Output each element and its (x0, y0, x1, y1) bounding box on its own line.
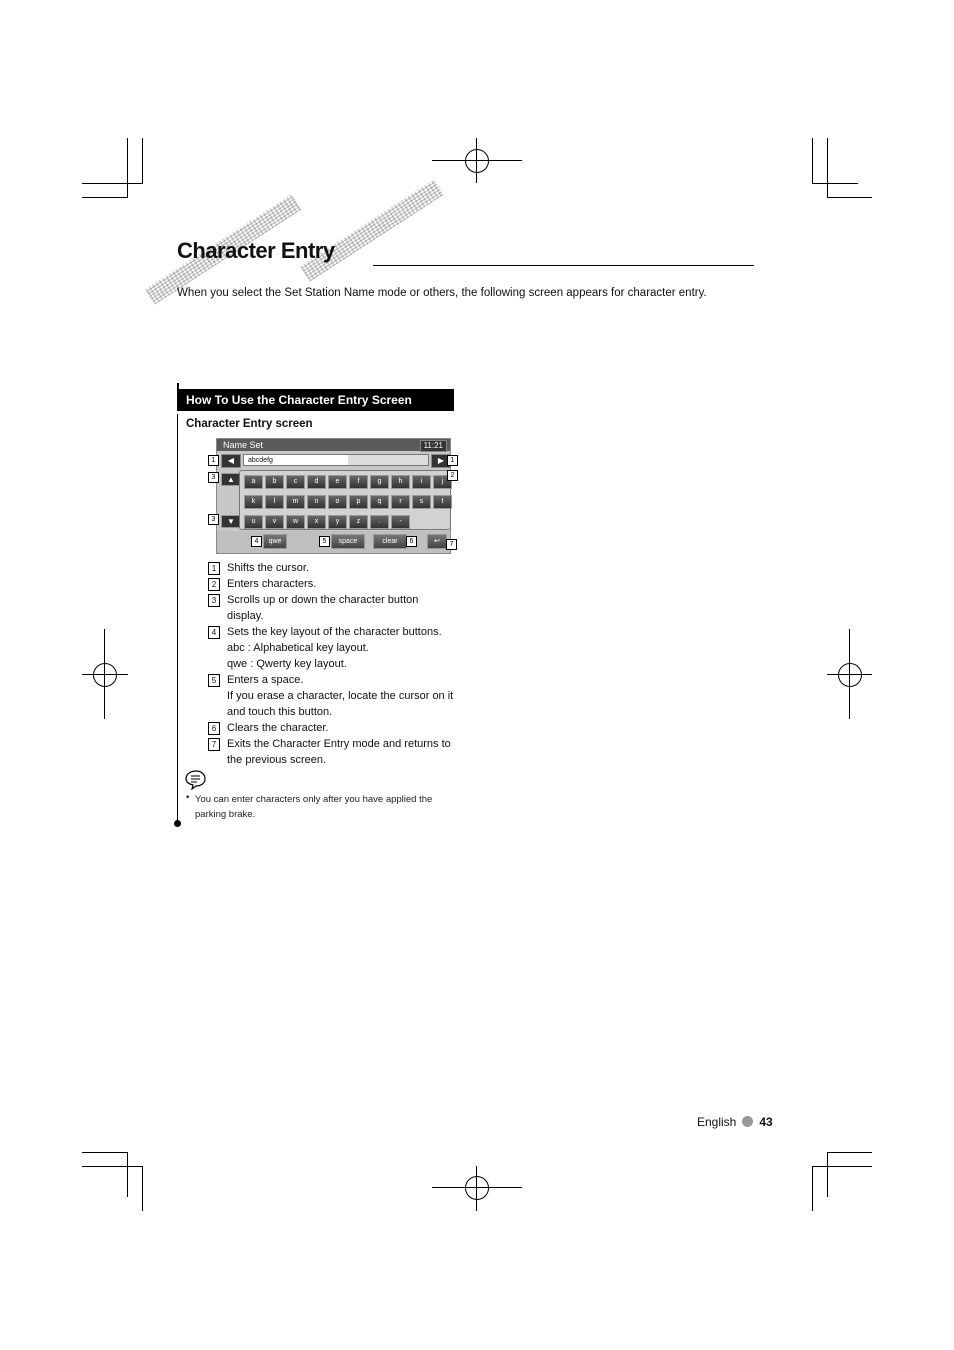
char-key[interactable]: n (307, 495, 326, 509)
clock: 11:21 (420, 440, 447, 452)
legend-subtext: abc : Alphabetical key layout. (227, 642, 369, 654)
crop-mark (812, 183, 858, 184)
legend-item (208, 560, 458, 576)
page-footer (697, 1115, 773, 1129)
registration-mark (93, 663, 117, 687)
char-key[interactable]: - (391, 515, 410, 529)
registration-line (432, 1187, 522, 1188)
scroll-up-button[interactable] (221, 473, 241, 486)
legend-number: 6 (208, 722, 220, 735)
section-heading: How To Use the Character Entry Screen (177, 389, 454, 411)
crop-mark (827, 197, 872, 198)
registration-line (104, 629, 105, 719)
char-key[interactable]: q (370, 495, 389, 509)
legend-item (208, 672, 458, 720)
registration-mark (838, 663, 862, 687)
char-key[interactable]: z (349, 515, 368, 529)
space-button[interactable]: space (331, 534, 365, 549)
crop-mark (827, 138, 828, 198)
crop-mark (82, 1152, 128, 1153)
registration-line (476, 1166, 477, 1211)
return-icon: ↩ (434, 538, 440, 545)
char-key[interactable]: v (265, 515, 284, 529)
intro-text: When you select the Set Station Name mode or others, the following screen appears for character entry. (177, 287, 707, 299)
callout-5: 5 (319, 536, 330, 547)
crop-mark (812, 1166, 872, 1167)
registration-mark (465, 149, 489, 173)
legend-item (208, 736, 458, 768)
column-end-dot (174, 820, 181, 827)
char-key[interactable]: k (244, 495, 263, 509)
left-arrow-icon: ◀ (227, 456, 235, 465)
legend-number: 2 (208, 578, 220, 591)
page-title: Character Entry (177, 238, 335, 263)
legend-subtext: qwe : Qwerty key layout. (227, 658, 347, 670)
callout-1: 1 (447, 455, 458, 466)
field-background (348, 455, 428, 465)
footer-language: English (697, 1115, 737, 1129)
cursor-left-button[interactable] (221, 454, 241, 468)
character-keypad (239, 470, 451, 530)
char-key[interactable]: s (412, 495, 431, 509)
registration-mark (465, 1176, 489, 1200)
legend-item (208, 592, 458, 624)
note-text: You can enter characters only after you have applied the parking brake. (195, 794, 433, 820)
return-button[interactable] (427, 534, 447, 549)
note-bullet: • (186, 792, 190, 803)
char-key[interactable]: a (244, 475, 263, 489)
legend-number: 7 (208, 738, 220, 751)
char-key[interactable]: m (286, 495, 305, 509)
registration-line (82, 674, 128, 675)
text-entry-field[interactable] (243, 454, 429, 466)
char-key[interactable]: c (286, 475, 305, 489)
legend-item (208, 624, 458, 672)
callout-2: 2 (447, 470, 458, 481)
clear-button[interactable]: clear (373, 534, 407, 549)
legend-text: Scrolls up or down the character button display. (227, 594, 419, 622)
legend-item (208, 720, 458, 736)
page-number: 43 (759, 1115, 773, 1129)
char-key[interactable]: l (265, 495, 284, 509)
char-key[interactable]: g (370, 475, 389, 489)
entered-text: abcdefg (248, 457, 273, 464)
legend-text: Sets the key layout of the character buttons. (227, 626, 442, 638)
subsection-heading: Character Entry screen (186, 418, 313, 430)
char-key[interactable]: j (433, 475, 452, 489)
legend-text: Clears the character. (227, 722, 329, 734)
crop-mark (827, 1152, 828, 1197)
char-key[interactable]: o (328, 495, 347, 509)
char-key[interactable]: . (370, 515, 389, 529)
char-key[interactable]: h (391, 475, 410, 489)
char-key[interactable]: b (265, 475, 284, 489)
title-rule (373, 265, 754, 266)
callout-3: 3 (208, 514, 219, 525)
legend-text: Exits the Character Entry mode and returns to the previous screen. (227, 738, 451, 766)
key-layout-button[interactable]: qwe (263, 534, 287, 549)
callout-3: 3 (208, 472, 219, 483)
legend-number: 3 (208, 594, 220, 607)
char-key[interactable]: i (412, 475, 431, 489)
crop-mark (127, 138, 128, 198)
char-key[interactable]: d (307, 475, 326, 489)
callout-7: 7 (446, 539, 457, 550)
registration-line (432, 160, 522, 161)
crop-mark (127, 1152, 128, 1197)
char-key[interactable]: r (391, 495, 410, 509)
legend-text: Enters a space. (227, 674, 304, 686)
char-key[interactable]: x (307, 515, 326, 529)
callout-6: 6 (406, 536, 417, 547)
crop-mark (82, 183, 142, 184)
callout-1: 1 (208, 455, 219, 466)
down-arrow-icon: ▼ (227, 517, 235, 526)
char-key[interactable]: f (349, 475, 368, 489)
right-arrow-icon: ▶ (437, 456, 445, 465)
crop-mark (142, 1166, 143, 1211)
legend-number: 4 (208, 626, 220, 639)
crop-mark (812, 138, 813, 184)
crop-mark (812, 1166, 813, 1211)
registration-line (849, 629, 850, 719)
callout-4: 4 (251, 536, 262, 547)
legend-text: Enters characters. (227, 578, 317, 590)
scroll-down-button[interactable] (221, 515, 241, 528)
char-key[interactable]: w (286, 515, 305, 529)
crop-mark (827, 1152, 872, 1153)
legend-number: 1 (208, 562, 220, 575)
screen-title: Name Set (223, 440, 264, 450)
legend-subtext: If you erase a character, locate the cursor on it and touch this button. (227, 690, 454, 718)
footer-dot (742, 1116, 753, 1127)
crop-mark (142, 138, 143, 184)
char-key[interactable]: y (328, 515, 347, 529)
char-key[interactable]: u (244, 515, 263, 529)
crop-mark (82, 1166, 142, 1167)
crop-mark (82, 197, 128, 198)
char-key[interactable]: p (349, 495, 368, 509)
column-rule (177, 414, 178, 824)
char-key[interactable]: e (328, 475, 347, 489)
legend-text: Shifts the cursor. (227, 562, 309, 574)
up-arrow-icon: ▲ (227, 475, 235, 484)
note-icon (184, 770, 206, 790)
decorative-stripe (300, 179, 444, 281)
legend-item (208, 576, 458, 592)
char-key[interactable]: t (433, 495, 452, 509)
screen-header (217, 439, 450, 451)
input-row (221, 454, 447, 468)
legend-number: 5 (208, 674, 220, 687)
registration-line (476, 138, 477, 183)
